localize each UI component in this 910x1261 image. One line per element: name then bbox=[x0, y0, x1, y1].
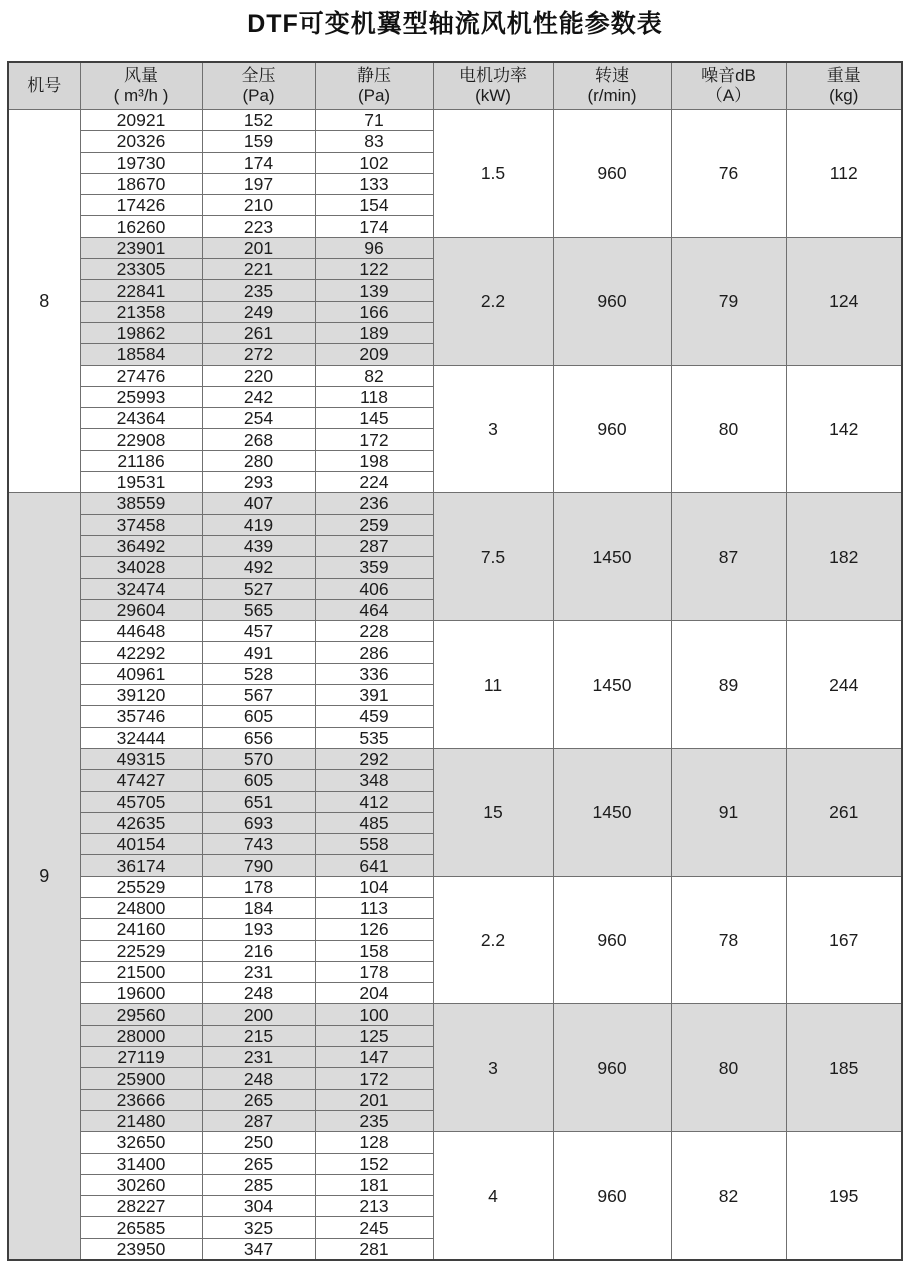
cell-static-pressure: 113 bbox=[315, 897, 433, 918]
cell-total-pressure: 231 bbox=[202, 961, 315, 982]
cell-total-pressure: 261 bbox=[202, 322, 315, 343]
cell-total-pressure: 528 bbox=[202, 663, 315, 684]
cell-airflow: 40961 bbox=[80, 663, 202, 684]
table-row bbox=[8, 365, 902, 386]
table-row bbox=[8, 493, 902, 514]
cell-total-pressure: 193 bbox=[202, 919, 315, 940]
cell-total-pressure: 220 bbox=[202, 365, 315, 386]
cell-static-pressure: 104 bbox=[315, 876, 433, 897]
column-header-noise bbox=[671, 62, 786, 110]
cell-airflow: 25529 bbox=[80, 876, 202, 897]
cell-total-pressure: 407 bbox=[202, 493, 315, 514]
cell-total-pressure: 280 bbox=[202, 450, 315, 471]
cell-airflow: 18670 bbox=[80, 173, 202, 194]
column-header-static-pressure bbox=[315, 62, 433, 110]
cell-noise: 91 bbox=[671, 748, 786, 876]
cell-static-pressure: 166 bbox=[315, 301, 433, 322]
cell-static-pressure: 158 bbox=[315, 940, 433, 961]
cell-airflow: 21358 bbox=[80, 301, 202, 322]
cell-static-pressure: 259 bbox=[315, 514, 433, 535]
header-unit: (Pa) bbox=[357, 86, 391, 105]
cell-airflow: 23901 bbox=[80, 237, 202, 258]
cell-airflow: 19600 bbox=[80, 983, 202, 1004]
cell-static-pressure: 336 bbox=[315, 663, 433, 684]
cell-airflow: 36174 bbox=[80, 855, 202, 876]
cell-noise: 78 bbox=[671, 876, 786, 1004]
cell-weight: 182 bbox=[786, 493, 902, 621]
header-label: 全压 bbox=[241, 66, 276, 85]
cell-airflow: 25900 bbox=[80, 1068, 202, 1089]
cell-airflow: 21480 bbox=[80, 1110, 202, 1131]
cell-static-pressure: 558 bbox=[315, 834, 433, 855]
cell-weight: 261 bbox=[786, 748, 902, 876]
cell-motor-power: 7.5 bbox=[433, 493, 553, 621]
cell-static-pressure: 412 bbox=[315, 791, 433, 812]
cell-total-pressure: 242 bbox=[202, 386, 315, 407]
cell-motor-power: 3 bbox=[433, 1004, 553, 1132]
cell-total-pressure: 491 bbox=[202, 642, 315, 663]
cell-speed: 960 bbox=[553, 110, 671, 238]
header-label: 机号 bbox=[27, 76, 62, 95]
cell-noise: 89 bbox=[671, 621, 786, 749]
cell-airflow: 24160 bbox=[80, 919, 202, 940]
cell-airflow: 39120 bbox=[80, 685, 202, 706]
cell-static-pressure: 485 bbox=[315, 812, 433, 833]
cell-static-pressure: 172 bbox=[315, 429, 433, 450]
cell-airflow: 32474 bbox=[80, 578, 202, 599]
column-header-motor-power bbox=[433, 62, 553, 110]
cell-speed: 960 bbox=[553, 237, 671, 365]
cell-total-pressure: 248 bbox=[202, 983, 315, 1004]
cell-airflow: 27476 bbox=[80, 365, 202, 386]
cell-static-pressure: 209 bbox=[315, 344, 433, 365]
cell-airflow: 30260 bbox=[80, 1174, 202, 1195]
cell-airflow: 19862 bbox=[80, 322, 202, 343]
cell-static-pressure: 204 bbox=[315, 983, 433, 1004]
table-row bbox=[8, 621, 902, 642]
cell-total-pressure: 457 bbox=[202, 621, 315, 642]
cell-total-pressure: 265 bbox=[202, 1153, 315, 1174]
cell-noise: 82 bbox=[671, 1132, 786, 1260]
cell-total-pressure: 231 bbox=[202, 1047, 315, 1068]
cell-static-pressure: 464 bbox=[315, 599, 433, 620]
cell-speed: 960 bbox=[553, 365, 671, 493]
cell-static-pressure: 287 bbox=[315, 535, 433, 556]
cell-static-pressure: 181 bbox=[315, 1174, 433, 1195]
cell-airflow: 25993 bbox=[80, 386, 202, 407]
cell-static-pressure: 535 bbox=[315, 727, 433, 748]
cell-airflow: 42635 bbox=[80, 812, 202, 833]
cell-static-pressure: 292 bbox=[315, 748, 433, 769]
cell-machine-no: 9 bbox=[8, 493, 80, 1260]
cell-total-pressure: 651 bbox=[202, 791, 315, 812]
cell-total-pressure: 304 bbox=[202, 1196, 315, 1217]
cell-noise: 80 bbox=[671, 1004, 786, 1132]
cell-airflow: 19531 bbox=[80, 472, 202, 493]
cell-static-pressure: 236 bbox=[315, 493, 433, 514]
cell-airflow: 32650 bbox=[80, 1132, 202, 1153]
header-unit: (kg) bbox=[829, 86, 859, 105]
cell-static-pressure: 96 bbox=[315, 237, 433, 258]
cell-static-pressure: 82 bbox=[315, 365, 433, 386]
cell-total-pressure: 174 bbox=[202, 152, 315, 173]
cell-total-pressure: 152 bbox=[202, 110, 315, 131]
cell-noise: 80 bbox=[671, 365, 786, 493]
cell-motor-power: 3 bbox=[433, 365, 553, 493]
cell-total-pressure: 325 bbox=[202, 1217, 315, 1238]
cell-airflow: 36492 bbox=[80, 535, 202, 556]
table-row bbox=[8, 1004, 902, 1025]
fan-performance-table bbox=[7, 61, 903, 1261]
cell-airflow: 44648 bbox=[80, 621, 202, 642]
cell-airflow: 21186 bbox=[80, 450, 202, 471]
cell-static-pressure: 139 bbox=[315, 280, 433, 301]
cell-static-pressure: 178 bbox=[315, 961, 433, 982]
cell-total-pressure: 216 bbox=[202, 940, 315, 961]
cell-speed: 1450 bbox=[553, 493, 671, 621]
cell-total-pressure: 439 bbox=[202, 535, 315, 556]
cell-static-pressure: 125 bbox=[315, 1025, 433, 1046]
cell-airflow: 29560 bbox=[80, 1004, 202, 1025]
cell-static-pressure: 174 bbox=[315, 216, 433, 237]
header-label: 电机功率 bbox=[459, 66, 527, 85]
cell-airflow: 32444 bbox=[80, 727, 202, 748]
cell-airflow: 47427 bbox=[80, 770, 202, 791]
cell-weight: 167 bbox=[786, 876, 902, 1004]
cell-airflow: 40154 bbox=[80, 834, 202, 855]
cell-static-pressure: 152 bbox=[315, 1153, 433, 1174]
cell-total-pressure: 693 bbox=[202, 812, 315, 833]
cell-motor-power: 1.5 bbox=[433, 110, 553, 238]
cell-total-pressure: 249 bbox=[202, 301, 315, 322]
cell-airflow: 22529 bbox=[80, 940, 202, 961]
cell-static-pressure: 228 bbox=[315, 621, 433, 642]
table-row bbox=[8, 110, 902, 131]
cell-total-pressure: 743 bbox=[202, 834, 315, 855]
table-header bbox=[8, 62, 902, 110]
cell-airflow: 38559 bbox=[80, 493, 202, 514]
cell-total-pressure: 272 bbox=[202, 344, 315, 365]
cell-total-pressure: 223 bbox=[202, 216, 315, 237]
cell-static-pressure: 133 bbox=[315, 173, 433, 194]
cell-static-pressure: 459 bbox=[315, 706, 433, 727]
cell-machine-no: 8 bbox=[8, 110, 80, 493]
header-unit: (r/min) bbox=[587, 86, 637, 105]
cell-total-pressure: 235 bbox=[202, 280, 315, 301]
cell-speed: 960 bbox=[553, 1004, 671, 1132]
cell-static-pressure: 224 bbox=[315, 472, 433, 493]
table-row bbox=[8, 237, 902, 258]
cell-airflow: 42292 bbox=[80, 642, 202, 663]
cell-weight: 124 bbox=[786, 237, 902, 365]
cell-total-pressure: 210 bbox=[202, 195, 315, 216]
cell-weight: 142 bbox=[786, 365, 902, 493]
cell-airflow: 27119 bbox=[80, 1047, 202, 1068]
cell-airflow: 23305 bbox=[80, 259, 202, 280]
cell-motor-power: 4 bbox=[433, 1132, 553, 1260]
cell-airflow: 26585 bbox=[80, 1217, 202, 1238]
cell-total-pressure: 221 bbox=[202, 259, 315, 280]
cell-static-pressure: 118 bbox=[315, 386, 433, 407]
cell-total-pressure: 287 bbox=[202, 1110, 315, 1131]
cell-airflow: 49315 bbox=[80, 748, 202, 769]
cell-static-pressure: 348 bbox=[315, 770, 433, 791]
cell-airflow: 35746 bbox=[80, 706, 202, 727]
table-body bbox=[8, 110, 902, 1261]
cell-airflow: 16260 bbox=[80, 216, 202, 237]
cell-total-pressure: 268 bbox=[202, 429, 315, 450]
cell-total-pressure: 200 bbox=[202, 1004, 315, 1025]
cell-airflow: 21500 bbox=[80, 961, 202, 982]
cell-total-pressure: 347 bbox=[202, 1238, 315, 1260]
header-unit: （A） bbox=[705, 86, 752, 105]
cell-static-pressure: 245 bbox=[315, 1217, 433, 1238]
cell-airflow: 20921 bbox=[80, 110, 202, 131]
cell-total-pressure: 605 bbox=[202, 770, 315, 791]
table-row bbox=[8, 876, 902, 897]
cell-total-pressure: 492 bbox=[202, 557, 315, 578]
cell-static-pressure: 201 bbox=[315, 1089, 433, 1110]
cell-static-pressure: 189 bbox=[315, 322, 433, 343]
cell-static-pressure: 102 bbox=[315, 152, 433, 173]
cell-static-pressure: 126 bbox=[315, 919, 433, 940]
page bbox=[0, 9, 910, 1261]
cell-motor-power: 2.2 bbox=[433, 237, 553, 365]
cell-static-pressure: 281 bbox=[315, 1238, 433, 1260]
cell-total-pressure: 265 bbox=[202, 1089, 315, 1110]
cell-static-pressure: 128 bbox=[315, 1132, 433, 1153]
cell-total-pressure: 201 bbox=[202, 237, 315, 258]
cell-airflow: 19730 bbox=[80, 152, 202, 173]
cell-total-pressure: 254 bbox=[202, 408, 315, 429]
cell-total-pressure: 656 bbox=[202, 727, 315, 748]
cell-static-pressure: 286 bbox=[315, 642, 433, 663]
cell-weight: 112 bbox=[786, 110, 902, 238]
header-label: 风量 bbox=[124, 66, 158, 85]
cell-static-pressure: 122 bbox=[315, 259, 433, 280]
cell-total-pressure: 248 bbox=[202, 1068, 315, 1089]
cell-total-pressure: 605 bbox=[202, 706, 315, 727]
table-row bbox=[8, 748, 902, 769]
cell-static-pressure: 71 bbox=[315, 110, 433, 131]
cell-motor-power: 2.2 bbox=[433, 876, 553, 1004]
cell-total-pressure: 215 bbox=[202, 1025, 315, 1046]
cell-airflow: 23666 bbox=[80, 1089, 202, 1110]
cell-static-pressure: 213 bbox=[315, 1196, 433, 1217]
cell-total-pressure: 159 bbox=[202, 131, 315, 152]
cell-weight: 195 bbox=[786, 1132, 902, 1260]
cell-airflow: 22908 bbox=[80, 429, 202, 450]
cell-noise: 79 bbox=[671, 237, 786, 365]
header-unit: (kW) bbox=[475, 86, 511, 105]
cell-total-pressure: 567 bbox=[202, 685, 315, 706]
header-label: 转速 bbox=[595, 66, 629, 85]
cell-airflow: 31400 bbox=[80, 1153, 202, 1174]
cell-airflow: 28000 bbox=[80, 1025, 202, 1046]
cell-motor-power: 11 bbox=[433, 621, 553, 749]
cell-airflow: 28227 bbox=[80, 1196, 202, 1217]
header-row bbox=[8, 62, 902, 110]
cell-weight: 244 bbox=[786, 621, 902, 749]
column-header-airflow bbox=[80, 62, 202, 110]
header-unit: (Pa) bbox=[242, 86, 275, 105]
cell-airflow: 45705 bbox=[80, 791, 202, 812]
cell-weight: 185 bbox=[786, 1004, 902, 1132]
cell-speed: 1450 bbox=[553, 621, 671, 749]
cell-total-pressure: 250 bbox=[202, 1132, 315, 1153]
cell-total-pressure: 527 bbox=[202, 578, 315, 599]
cell-airflow: 23950 bbox=[80, 1238, 202, 1260]
cell-airflow: 20326 bbox=[80, 131, 202, 152]
cell-static-pressure: 145 bbox=[315, 408, 433, 429]
cell-static-pressure: 172 bbox=[315, 1068, 433, 1089]
cell-total-pressure: 178 bbox=[202, 876, 315, 897]
cell-airflow: 24364 bbox=[80, 408, 202, 429]
column-header-speed bbox=[553, 62, 671, 110]
cell-airflow: 18584 bbox=[80, 344, 202, 365]
cell-total-pressure: 285 bbox=[202, 1174, 315, 1195]
cell-static-pressure: 147 bbox=[315, 1047, 433, 1068]
cell-speed: 1450 bbox=[553, 748, 671, 876]
cell-static-pressure: 391 bbox=[315, 685, 433, 706]
cell-total-pressure: 293 bbox=[202, 472, 315, 493]
cell-noise: 76 bbox=[671, 110, 786, 238]
cell-total-pressure: 565 bbox=[202, 599, 315, 620]
header-label: 静压 bbox=[357, 66, 391, 85]
column-header-total-pressure bbox=[202, 62, 315, 110]
cell-airflow: 29604 bbox=[80, 599, 202, 620]
column-header-weight bbox=[786, 62, 902, 110]
cell-airflow: 37458 bbox=[80, 514, 202, 535]
cell-airflow: 17426 bbox=[80, 195, 202, 216]
cell-motor-power: 15 bbox=[433, 748, 553, 876]
header-unit: ( m³/h ) bbox=[113, 86, 169, 105]
cell-airflow: 34028 bbox=[80, 557, 202, 578]
column-header-machine-no bbox=[8, 62, 80, 110]
cell-total-pressure: 197 bbox=[202, 173, 315, 194]
header-label: 重量 bbox=[826, 66, 861, 85]
cell-static-pressure: 235 bbox=[315, 1110, 433, 1131]
cell-airflow: 24800 bbox=[80, 897, 202, 918]
cell-static-pressure: 198 bbox=[315, 450, 433, 471]
cell-total-pressure: 570 bbox=[202, 748, 315, 769]
cell-airflow: 22841 bbox=[80, 280, 202, 301]
cell-static-pressure: 359 bbox=[315, 557, 433, 578]
cell-total-pressure: 419 bbox=[202, 514, 315, 535]
page-title: DTF可变机翼型轴流风机性能参数表 bbox=[247, 10, 663, 38]
cell-static-pressure: 406 bbox=[315, 578, 433, 599]
table-row bbox=[8, 1132, 902, 1153]
cell-static-pressure: 100 bbox=[315, 1004, 433, 1025]
cell-static-pressure: 641 bbox=[315, 855, 433, 876]
cell-total-pressure: 790 bbox=[202, 855, 315, 876]
cell-static-pressure: 154 bbox=[315, 195, 433, 216]
header-label: 噪音dB bbox=[701, 66, 756, 85]
cell-total-pressure: 184 bbox=[202, 897, 315, 918]
cell-noise: 87 bbox=[671, 493, 786, 621]
cell-speed: 960 bbox=[553, 1132, 671, 1260]
cell-static-pressure: 83 bbox=[315, 131, 433, 152]
cell-speed: 960 bbox=[553, 876, 671, 1004]
